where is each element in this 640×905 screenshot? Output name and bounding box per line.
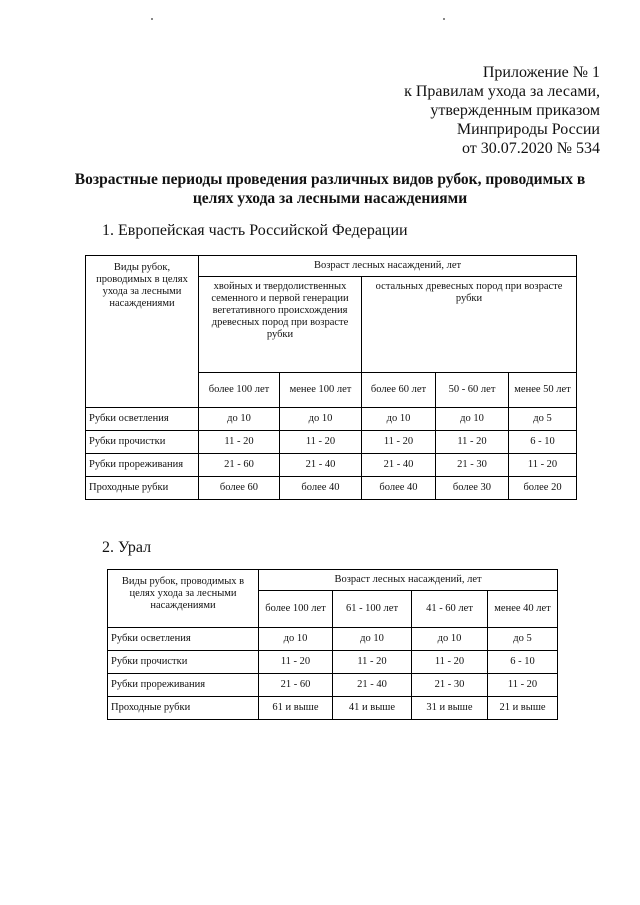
table-cell: 11 - 20 xyxy=(509,454,577,477)
table-cell: 21 - 40 xyxy=(362,454,436,477)
group-header-other: остальных древесных пород при возрасте рубки xyxy=(362,277,577,373)
table-cell: 11 - 20 xyxy=(199,431,280,454)
column-header: менее 50 лет xyxy=(509,373,577,408)
column-header: 50 - 60 лет xyxy=(436,373,509,408)
section-heading-ural: 2. Урал xyxy=(102,539,152,556)
row-label: Проходные рубки xyxy=(86,477,199,500)
appendix-line: Приложение № 1 xyxy=(482,64,600,81)
table-cell: более 40 xyxy=(280,477,362,500)
appendix-line: утвержденным приказом xyxy=(430,102,600,119)
table-cell: до 10 xyxy=(199,408,280,431)
row-label: Рубки осветления xyxy=(86,408,199,431)
table-cell: до 5 xyxy=(488,628,558,651)
age-header: Возраст лесных насаждений, лет xyxy=(199,256,577,277)
table-cell: до 10 xyxy=(333,628,412,651)
column-header: менее 100 лет xyxy=(280,373,362,408)
column-header: 41 - 60 лет xyxy=(412,591,488,628)
group-header-conifer: хвойных и твердолиственных семенного и первой генерации вегетативного происхождения древесных пород при возрасте рубки xyxy=(199,277,362,373)
row-label: Рубки прореживания xyxy=(86,454,199,477)
table-cell: 21 - 60 xyxy=(259,674,333,697)
table-cell: 11 - 20 xyxy=(259,651,333,674)
table-cell: до 10 xyxy=(436,408,509,431)
age-header: Возраст лесных насаждений, лет xyxy=(259,570,558,591)
table-cell: 6 - 10 xyxy=(509,431,577,454)
column-header: более 100 лет xyxy=(259,591,333,628)
table-row xyxy=(108,651,558,674)
table-row xyxy=(86,454,577,477)
table-cell: 6 - 10 xyxy=(488,651,558,674)
row-label: Проходные рубки xyxy=(108,697,259,720)
appendix-block xyxy=(404,63,600,158)
table-row xyxy=(108,674,558,697)
table-cell: до 10 xyxy=(280,408,362,431)
table-cell: до 10 xyxy=(412,628,488,651)
table-row xyxy=(86,477,577,500)
table-cell: 21 - 40 xyxy=(333,674,412,697)
table-cell: 21 - 30 xyxy=(412,674,488,697)
table-cell: 21 - 30 xyxy=(436,454,509,477)
table-row xyxy=(86,408,577,431)
table-cell: 31 и выше xyxy=(412,697,488,720)
column-header: 61 - 100 лет xyxy=(333,591,412,628)
table-row xyxy=(108,697,558,720)
appendix-line: от 30.07.2020 № 534 xyxy=(461,140,600,157)
table-cell: более 40 xyxy=(362,477,436,500)
scan-speck xyxy=(151,18,153,20)
table-row xyxy=(86,431,577,454)
table-cell: более 60 xyxy=(199,477,280,500)
table-cell: до 10 xyxy=(259,628,333,651)
table-cell: 11 - 20 xyxy=(488,674,558,697)
table-cell: до 10 xyxy=(362,408,436,431)
table-cell: 21 и выше xyxy=(488,697,558,720)
appendix-line: к Правилам ухода за лесами, xyxy=(404,83,600,100)
table-row xyxy=(108,628,558,651)
table-cell: 41 и выше xyxy=(333,697,412,720)
table-cell: 21 - 40 xyxy=(280,454,362,477)
table-cell: до 5 xyxy=(509,408,577,431)
document-title: Возрастные периоды проведения различных видов рубок, проводимых в целях ухода за лесными насаждениями xyxy=(74,171,586,207)
scan-speck xyxy=(443,18,445,20)
table-ural xyxy=(107,569,558,720)
table-cell: 11 - 20 xyxy=(412,651,488,674)
section-heading-european: 1. Европейская часть Российской Федерации xyxy=(102,222,408,239)
table-cell: 11 - 20 xyxy=(436,431,509,454)
row-label: Рубки прореживания xyxy=(108,674,259,697)
table-european-part xyxy=(85,255,577,500)
table-cell: 11 - 20 xyxy=(333,651,412,674)
column-header: менее 40 лет xyxy=(488,591,558,628)
table-corner-header: Виды рубок, проводимых в целях ухода за лесными насаждениями xyxy=(108,570,259,628)
row-label: Рубки прочистки xyxy=(86,431,199,454)
row-label: Рубки осветления xyxy=(108,628,259,651)
row-label: Рубки прочистки xyxy=(108,651,259,674)
table-cell: более 20 xyxy=(509,477,577,500)
table-cell: 11 - 20 xyxy=(280,431,362,454)
table-cell: 11 - 20 xyxy=(362,431,436,454)
table-cell: более 30 xyxy=(436,477,509,500)
table-cell: 61 и выше xyxy=(259,697,333,720)
column-header: более 100 лет xyxy=(199,373,280,408)
appendix-line: Минприроды России xyxy=(456,121,600,138)
table-corner-header: Виды рубок, проводимых в целях ухода за лесными насаждениями xyxy=(86,256,199,408)
column-header: более 60 лет xyxy=(362,373,436,408)
table-cell: 21 - 60 xyxy=(199,454,280,477)
